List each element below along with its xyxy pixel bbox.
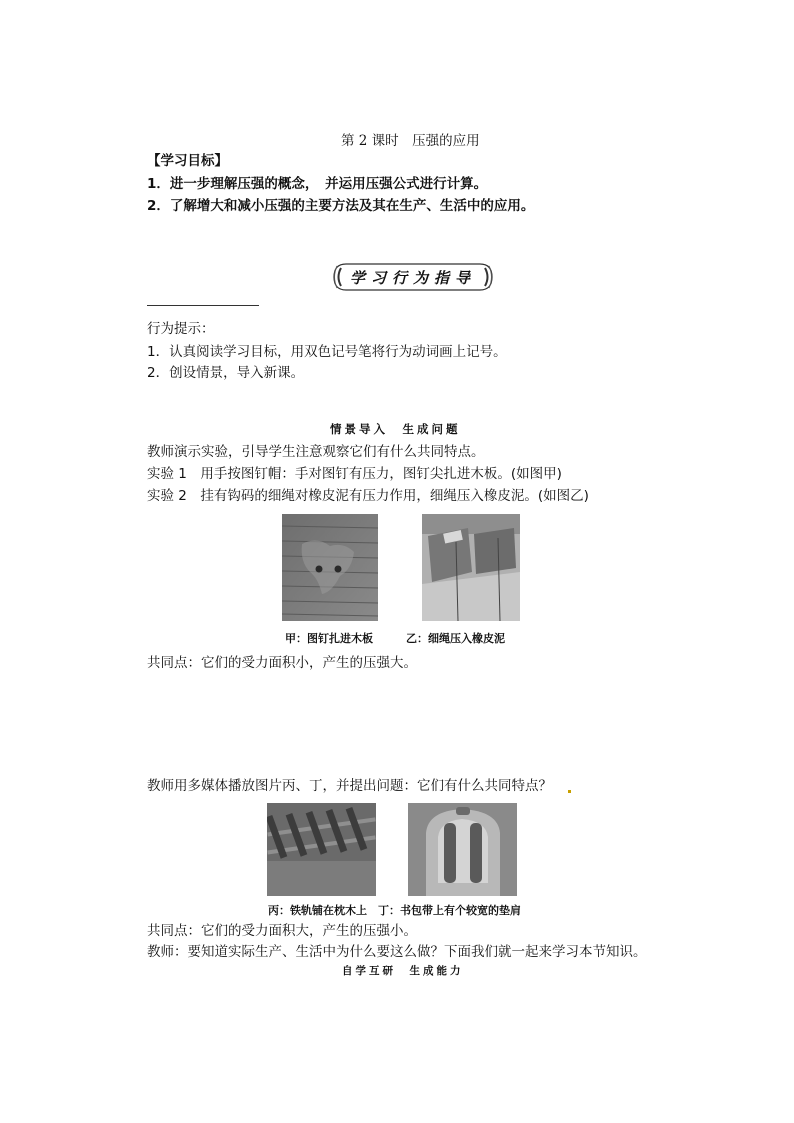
photo-pin-in-board — [282, 514, 378, 621]
section-subheading: 情景导入 生成问题 — [330, 422, 461, 436]
teacher-question: 教师用多媒体播放图片丙、丁，并提出问题：它们有什么共同特点？ — [147, 778, 552, 794]
section-banner — [332, 262, 494, 292]
lesson-title: 第 2 课时 压强的应用 — [341, 133, 480, 149]
photo-railway-track — [267, 803, 376, 896]
behavior-item: 1．认真阅读学习目标，用双色记号笔将行为动词画上记号。 — [147, 344, 507, 360]
photo-backpack-strap — [408, 803, 517, 896]
photo-caption: 丙：铁轨铺在枕木上 丁：书包带上有个较宽的垫肩 — [268, 904, 521, 917]
accent-dot — [568, 790, 571, 793]
common-point-1: 共同点：它们的受力面积小，产生的压强大。 — [147, 655, 417, 671]
objective-item: 1．进一步理解压强的概念， 并运用压强公式进行计算。 — [147, 176, 488, 192]
behavior-item: 2．创设情景，导入新课。 — [147, 365, 305, 381]
banner-title: 学习行为指导 — [349, 269, 476, 287]
teacher-statement: 教师：要知道实际生产、生活中为什么要这么做？下面我们就一起来学习本节知识。 — [147, 944, 647, 960]
experiment-1: 实验 1 用手按图钉帽：手对图钉有压力，图钉尖扎进木板。(如图甲) — [147, 466, 562, 482]
next-section-subheading: 自学互研 生成能力 — [342, 965, 464, 977]
objective-item: 2．了解增大和减小压强的主要方法及其在生产、生活中的应用。 — [147, 198, 535, 214]
behavior-heading: 行为提示： — [147, 321, 215, 337]
objectives-heading: 【学习目标】 — [147, 153, 228, 169]
photo-caption: 甲：图钉扎进木板 乙：细绳压入橡皮泥 — [285, 632, 505, 645]
divider — [147, 305, 259, 306]
common-point-2: 共同点：它们的受力面积大，产生的压强小。 — [147, 923, 417, 939]
experiment-2: 实验 2 挂有钩码的细绳对橡皮泥有压力作用，细绳压入橡皮泥。(如图乙) — [147, 488, 589, 504]
scenario-intro: 教师演示实验，引导学生注意观察它们有什么共同特点。 — [147, 444, 485, 460]
photo-rope-in-clay — [422, 514, 520, 621]
